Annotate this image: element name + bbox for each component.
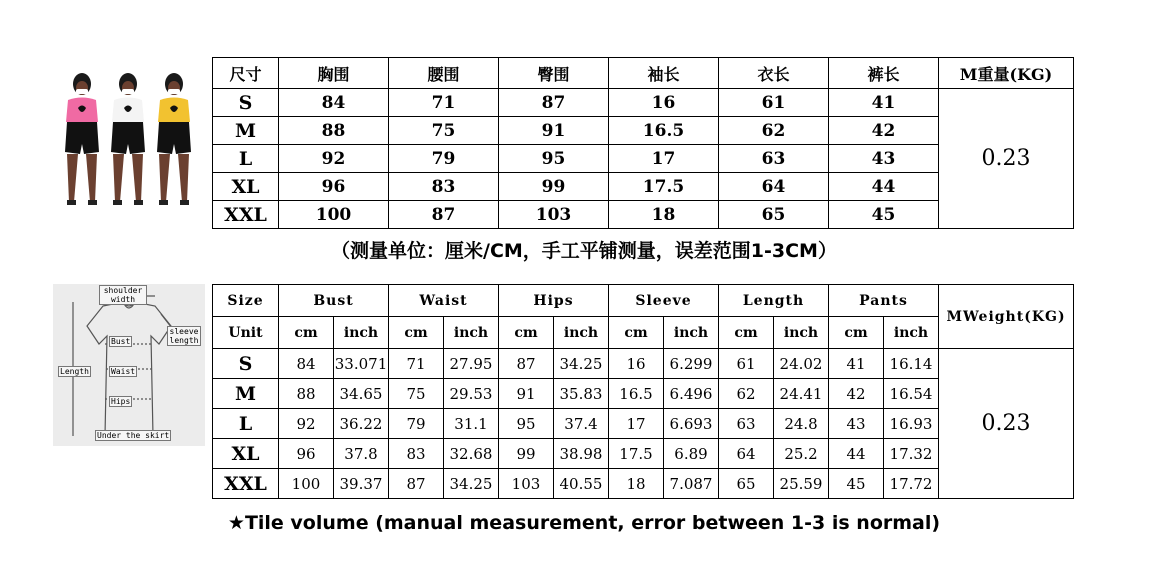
- table-cell: 43: [829, 145, 939, 173]
- model-mask: [122, 89, 134, 94]
- table-cell: 31.1: [444, 409, 499, 439]
- table-cell: 71: [389, 89, 499, 117]
- table-cell: 95: [499, 409, 554, 439]
- size-cell: S: [213, 349, 279, 379]
- table-cell: 38.98: [554, 439, 609, 469]
- en-header-cell: Length: [719, 285, 829, 317]
- table-cell: 75: [389, 379, 444, 409]
- table-cell: 35.83: [554, 379, 609, 409]
- table-cell: 16: [609, 349, 664, 379]
- table-cell: 25.59: [774, 469, 829, 499]
- size-cell: XXL: [213, 201, 279, 229]
- table-cell: 36.22: [334, 409, 389, 439]
- unit-cell: inch: [884, 317, 939, 349]
- size-cell: XL: [213, 173, 279, 201]
- table-cell: 44: [829, 173, 939, 201]
- table-cell: 96: [279, 173, 389, 201]
- table-cell: 6.299: [664, 349, 719, 379]
- en-header-cell: MWeight(KG): [939, 285, 1074, 349]
- unit-cell: inch: [774, 317, 829, 349]
- size-cell: XL: [213, 439, 279, 469]
- table-cell: 61: [719, 349, 774, 379]
- table-cell: 99: [499, 439, 554, 469]
- table-cell: 75: [389, 117, 499, 145]
- measurement-diagram: [53, 284, 205, 446]
- en-header-cell: Size: [213, 285, 279, 317]
- table-cell: 17.72: [884, 469, 939, 499]
- table-cell: 91: [499, 379, 554, 409]
- cn-header-cell: 臀围: [499, 58, 609, 89]
- table-cell: 62: [719, 379, 774, 409]
- table-cell: 87: [389, 469, 444, 499]
- table-cell: 24.02: [774, 349, 829, 379]
- size-cell: L: [213, 409, 279, 439]
- table-cell: 83: [389, 173, 499, 201]
- model-shorts: [157, 122, 191, 154]
- cn-header-cell: 尺寸: [213, 58, 279, 89]
- table-cell: 103: [499, 469, 554, 499]
- model-leg: [67, 154, 78, 202]
- weight-cell: 0.23: [939, 349, 1074, 499]
- en-measurement-note: ★Tile volume (manual measurement, error between 1-3 is normal): [227, 512, 941, 534]
- table-cell: 63: [719, 409, 774, 439]
- table-cell: 87: [499, 89, 609, 117]
- table-cell: 64: [719, 173, 829, 201]
- table-cell: 92: [279, 145, 389, 173]
- table-cell: 17: [609, 145, 719, 173]
- cn-measurement-note: （测量单位：厘米/CM，手工平铺测量，误差范围1-3CM）: [331, 240, 837, 262]
- table-cell: 16.14: [884, 349, 939, 379]
- table-cell: 43: [829, 409, 884, 439]
- model-shorts: [65, 122, 99, 154]
- model-shoe: [113, 200, 122, 205]
- en-header-cell: Sleeve: [609, 285, 719, 317]
- table-cell: 7.087: [664, 469, 719, 499]
- table-cell: 17.5: [609, 173, 719, 201]
- size-cell: M: [213, 379, 279, 409]
- table-cell: 61: [719, 89, 829, 117]
- en-size-table: [212, 284, 1074, 499]
- table-cell: 71: [389, 349, 444, 379]
- model-leg: [113, 154, 124, 202]
- size-cell: S: [213, 89, 279, 117]
- table-cell: 16.5: [609, 379, 664, 409]
- cn-header-cell: 胸围: [279, 58, 389, 89]
- table-row: [213, 89, 1074, 117]
- cn-size-table: [212, 57, 1074, 229]
- diagram-label-sleeve: sleeve length: [167, 326, 201, 346]
- unit-cell: inch: [334, 317, 389, 349]
- unit-cell: inch: [664, 317, 719, 349]
- model-shoe: [67, 200, 76, 205]
- table-cell: 25.2: [774, 439, 829, 469]
- table-cell: 103: [499, 201, 609, 229]
- cn-header-cell: 袖长: [609, 58, 719, 89]
- model-shoe: [88, 200, 97, 205]
- size-cell: M: [213, 117, 279, 145]
- table-cell: 91: [499, 117, 609, 145]
- table-cell: 33.071: [334, 349, 389, 379]
- cn-header-cell: M重量(KG): [939, 58, 1074, 89]
- table-cell: 96: [279, 439, 334, 469]
- unit-cell: Unit: [213, 317, 279, 349]
- table-cell: 17.32: [884, 439, 939, 469]
- dress-outline-icon: [53, 284, 205, 446]
- table-cell: 63: [719, 145, 829, 173]
- table-cell: 39.37: [334, 469, 389, 499]
- table-cell: 16.93: [884, 409, 939, 439]
- unit-cell: cm: [389, 317, 444, 349]
- table-cell: 100: [279, 469, 334, 499]
- table-cell: 18: [609, 201, 719, 229]
- table-cell: 34.65: [334, 379, 389, 409]
- en-header-cell: Pants: [829, 285, 939, 317]
- en-header-cell: Bust: [279, 285, 389, 317]
- table-cell: 100: [279, 201, 389, 229]
- en-header-cell: Hips: [499, 285, 609, 317]
- table-cell: 16.5: [609, 117, 719, 145]
- table-cell: 84: [279, 89, 389, 117]
- table-cell: 32.68: [444, 439, 499, 469]
- diagram-label-skirt: Under the skirt: [97, 431, 170, 440]
- unit-cell: cm: [719, 317, 774, 349]
- table-cell: 42: [829, 379, 884, 409]
- table-cell: 87: [499, 349, 554, 379]
- product-photo: [58, 70, 200, 208]
- model-leg: [159, 154, 170, 202]
- table-cell: 6.496: [664, 379, 719, 409]
- en-header-cell: Waist: [389, 285, 499, 317]
- model-mask: [168, 89, 180, 94]
- cn-header-row: [213, 58, 1074, 89]
- table-cell: 44: [829, 439, 884, 469]
- table-row: [213, 349, 1074, 379]
- table-cell: 24.41: [774, 379, 829, 409]
- table-cell: 45: [829, 469, 884, 499]
- model-leg: [178, 154, 189, 202]
- table-cell: 83: [389, 439, 444, 469]
- diagram-label-waist: Waist: [111, 367, 136, 376]
- unit-cell: cm: [279, 317, 334, 349]
- size-cell: XXL: [213, 469, 279, 499]
- table-cell: 79: [389, 145, 499, 173]
- size-cell: L: [213, 145, 279, 173]
- table-cell: 37.8: [334, 439, 389, 469]
- table-cell: 95: [499, 145, 609, 173]
- table-cell: 42: [829, 117, 939, 145]
- table-cell: 17.5: [609, 439, 664, 469]
- table-cell: 24.8: [774, 409, 829, 439]
- table-cell: 6.693: [664, 409, 719, 439]
- table-cell: 65: [719, 201, 829, 229]
- table-cell: 34.25: [444, 469, 499, 499]
- unit-cell: cm: [829, 317, 884, 349]
- model-mask: [76, 89, 88, 94]
- model-shoe: [180, 200, 189, 205]
- table-cell: 65: [719, 469, 774, 499]
- unit-cell: inch: [554, 317, 609, 349]
- model-leg: [132, 154, 143, 202]
- diagram-label-length: Length: [60, 367, 89, 376]
- cn-header-cell: 衣长: [719, 58, 829, 89]
- table-cell: 37.4: [554, 409, 609, 439]
- table-cell: 16.54: [884, 379, 939, 409]
- unit-cell: cm: [609, 317, 664, 349]
- table-cell: 41: [829, 89, 939, 117]
- diagram-label-shoulder: shoulder width: [99, 285, 147, 305]
- table-cell: 6.89: [664, 439, 719, 469]
- model-shorts: [111, 122, 145, 154]
- model-shoe: [159, 200, 168, 205]
- table-cell: 79: [389, 409, 444, 439]
- table-cell: 64: [719, 439, 774, 469]
- table-cell: 92: [279, 409, 334, 439]
- table-cell: 84: [279, 349, 334, 379]
- weight-cell: 0.23: [939, 89, 1074, 229]
- model-shoe: [134, 200, 143, 205]
- table-cell: 27.95: [444, 349, 499, 379]
- table-cell: 99: [499, 173, 609, 201]
- table-cell: 40.55: [554, 469, 609, 499]
- table-cell: 62: [719, 117, 829, 145]
- table-cell: 34.25: [554, 349, 609, 379]
- table-cell: 87: [389, 201, 499, 229]
- table-cell: 16: [609, 89, 719, 117]
- cn-header-cell: 腰围: [389, 58, 499, 89]
- en-header-row: [213, 285, 1074, 317]
- table-cell: 41: [829, 349, 884, 379]
- table-cell: 17: [609, 409, 664, 439]
- table-cell: 29.53: [444, 379, 499, 409]
- unit-cell: cm: [499, 317, 554, 349]
- model-leg: [86, 154, 97, 202]
- table-cell: 88: [279, 117, 389, 145]
- table-cell: 18: [609, 469, 664, 499]
- diagram-label-bust: Bust: [111, 337, 131, 346]
- cn-header-cell: 裤长: [829, 58, 939, 89]
- diagram-label-hips: Hips: [111, 397, 131, 406]
- table-cell: 45: [829, 201, 939, 229]
- unit-cell: inch: [444, 317, 499, 349]
- table-cell: 88: [279, 379, 334, 409]
